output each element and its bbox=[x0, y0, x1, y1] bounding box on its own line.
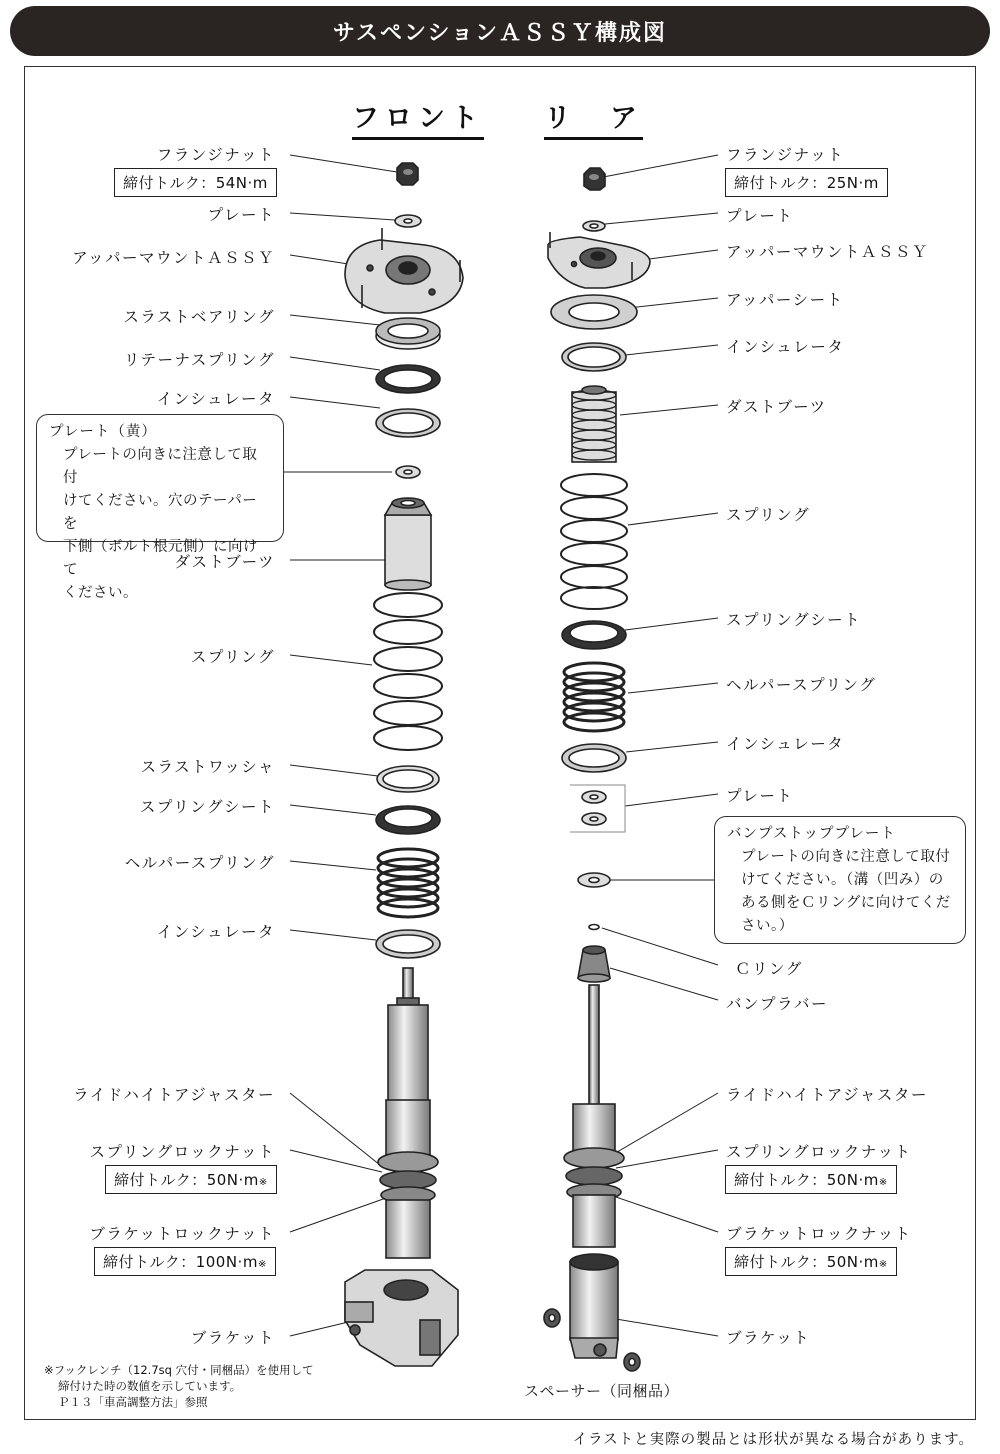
rear-spacer-label: スペーサー（同梱品） bbox=[524, 1382, 680, 1400]
front-flange-nut-label: フランジナット bbox=[156, 146, 275, 164]
front-upper-mount-icon bbox=[345, 228, 463, 313]
page-title: サスペンションＡＳＳＹ構成図 bbox=[332, 20, 668, 46]
rear-spring-icon bbox=[561, 474, 627, 609]
front-heading: フロント bbox=[352, 96, 484, 140]
rear-strut bbox=[544, 168, 650, 1371]
front-spring-icon bbox=[374, 593, 442, 750]
rear-dust-boot-label: ダストブーツ bbox=[726, 398, 827, 416]
rear-upper-mount-label: アッパーマウントＡＳＳＹ bbox=[726, 243, 929, 261]
rear-plate-lower-label: プレート bbox=[726, 787, 794, 805]
front-thrust-washer-icon bbox=[377, 766, 439, 792]
front-retainer-spring-label: リテーナスプリング bbox=[123, 351, 275, 369]
rear-bump-plate-note-line: ある側をＣリングに向けてくだ bbox=[741, 895, 951, 911]
rear-bracket-label: ブラケット bbox=[726, 1329, 811, 1347]
front-dust-boot-icon bbox=[385, 498, 431, 590]
footnote-line: ※フックレンチ（12.7sq 穴付・同梱品）を使用して bbox=[44, 1363, 314, 1377]
rear-flange-nut-label: フランジナット bbox=[726, 146, 845, 164]
front-insulator-bottom-icon bbox=[376, 930, 440, 958]
rear-bump-plate-note-title: バンプストッププレート bbox=[727, 826, 896, 842]
rear-c-ring-icon bbox=[589, 925, 599, 930]
front-dust-boot-label: ダストブーツ bbox=[174, 553, 275, 571]
rear-plate-label: プレート bbox=[726, 207, 794, 225]
front-insulator-top-icon bbox=[376, 409, 440, 437]
rear-flange-nut-torque: 締付トルク：25N·m bbox=[725, 168, 888, 197]
front-damper-icon bbox=[378, 968, 438, 1258]
front-footnote bbox=[44, 1362, 314, 1410]
rear-ride-height-label: ライドハイトアジャスター bbox=[726, 1086, 928, 1104]
rear-spring-seat-label: スプリングシート bbox=[726, 611, 862, 629]
disclaimer: イラストと実際の製品とは形状が異なる場合があります。 bbox=[572, 1432, 974, 1448]
front-bracket-locknut-label: ブラケットロックナット bbox=[89, 1225, 275, 1243]
rear-bump-rubber-icon bbox=[578, 946, 610, 982]
front-bracket-locknut-torque bbox=[94, 1247, 276, 1276]
front-spring-locknut-torque-value: 締付トルク：50N·m bbox=[114, 1171, 259, 1189]
front-spring-label: スプリング bbox=[190, 648, 275, 666]
front-helper-spring-label: ヘルパースプリング bbox=[124, 854, 275, 872]
rear-spring-locknut-torque-value: 締付トルク：50N·m bbox=[734, 1171, 879, 1189]
front-flange-nut-torque: 締付トルク：54N·m bbox=[114, 168, 277, 197]
rear-insulator-top-label: インシュレータ bbox=[726, 338, 845, 356]
rear-bracket-locknut-label: ブラケットロックナット bbox=[726, 1225, 912, 1243]
front-retainer-spring-icon bbox=[376, 365, 440, 393]
rear-upper-mount-icon bbox=[548, 232, 650, 288]
rear-c-ring-label: Ｃリング bbox=[735, 960, 803, 978]
rear-bracket-locknut-torque bbox=[725, 1247, 897, 1276]
front-bracket-locknut-torque-value: 締付トルク：100N·m bbox=[103, 1253, 258, 1271]
rear-dust-boot-icon bbox=[572, 386, 616, 462]
rear-upper-seat-icon bbox=[551, 295, 637, 329]
leader-lines bbox=[283, 155, 718, 1336]
footnote-line: Ｐ１３「車高調整方法」参照 bbox=[58, 1395, 208, 1409]
front-upper-mount-label: アッパーマウントＡＳＳＹ bbox=[72, 249, 275, 267]
front-spring-locknut-label: スプリングロックナット bbox=[89, 1143, 275, 1161]
front-helper-spring-icon bbox=[378, 849, 438, 917]
front-plate-note-title: プレート（黄） bbox=[49, 424, 157, 440]
torque-mark: ※ bbox=[258, 1177, 268, 1188]
front-strut bbox=[345, 163, 463, 1366]
rear-helper-spring-label: ヘルパースプリング bbox=[726, 676, 877, 694]
front-insulator-top-label: インシュレータ bbox=[156, 390, 275, 408]
front-ride-height-label: ライドハイトアジャスター bbox=[73, 1086, 275, 1104]
torque-mark: ※ bbox=[878, 1177, 888, 1188]
rear-helper-spring-icon bbox=[564, 663, 624, 731]
rear-insulator-bottom-label: インシュレータ bbox=[726, 735, 845, 753]
front-bracket-icon bbox=[345, 1270, 458, 1366]
rear-bump-plate-note-line: さい。） bbox=[741, 918, 794, 934]
rear-bump-plate-note-line: プレートの向きに注意して取付 bbox=[741, 849, 951, 865]
front-bracket-label: ブラケット bbox=[190, 1329, 275, 1347]
rear-bump-plate-note bbox=[714, 816, 966, 944]
torque-mark: ※ bbox=[878, 1259, 888, 1270]
rear-upper-seat-label: アッパーシート bbox=[726, 291, 844, 309]
rear-insulator-bottom-icon bbox=[562, 744, 626, 772]
rear-bump-plate-note-line: けてください。（溝（凹み）の bbox=[741, 872, 944, 888]
front-insulator-bottom-label: インシュレータ bbox=[156, 923, 275, 941]
front-thrust-bearing-label: スラストベアリング bbox=[123, 308, 275, 326]
rear-bracket-locknut-torque-value: 締付トルク：50N·m bbox=[734, 1253, 879, 1271]
rear-damper-icon bbox=[564, 985, 624, 1247]
rear-spring-seat-icon bbox=[562, 621, 626, 649]
rear-heading: リ ア bbox=[544, 96, 643, 140]
rear-bracket-icon bbox=[570, 1254, 618, 1358]
rear-spring-locknut-label: スプリングロックナット bbox=[726, 1143, 912, 1161]
front-thrust-washer-label: スラストワッシャ bbox=[140, 758, 275, 776]
front-spring-locknut-torque bbox=[105, 1165, 277, 1194]
rear-spring-label: スプリング bbox=[726, 506, 811, 524]
front-plate-note-line: 下側（ボルト根元側）に向けて bbox=[63, 539, 258, 578]
rear-bump-rubber-label: バンプラバー bbox=[726, 995, 829, 1013]
front-thrust-bearing-icon bbox=[376, 318, 440, 349]
front-plate-note-line: ください。 bbox=[63, 585, 138, 601]
front-spring-seat-icon bbox=[376, 806, 440, 834]
front-spring-seat-label: スプリングシート bbox=[139, 798, 275, 816]
rear-insulator-top-icon bbox=[562, 343, 626, 371]
front-plate-note-line: プレートの向きに注意して取付 bbox=[63, 447, 258, 486]
torque-mark: ※ bbox=[257, 1259, 267, 1270]
footnote-line: 締付けた時の数値を示しています。 bbox=[58, 1379, 242, 1393]
rear-spring-locknut-torque bbox=[725, 1165, 897, 1194]
rear-plate-pair-icon bbox=[582, 791, 606, 825]
front-plate-note-line: けてください。穴のテーパーを bbox=[63, 493, 258, 532]
front-plate-label: プレート bbox=[207, 206, 275, 224]
